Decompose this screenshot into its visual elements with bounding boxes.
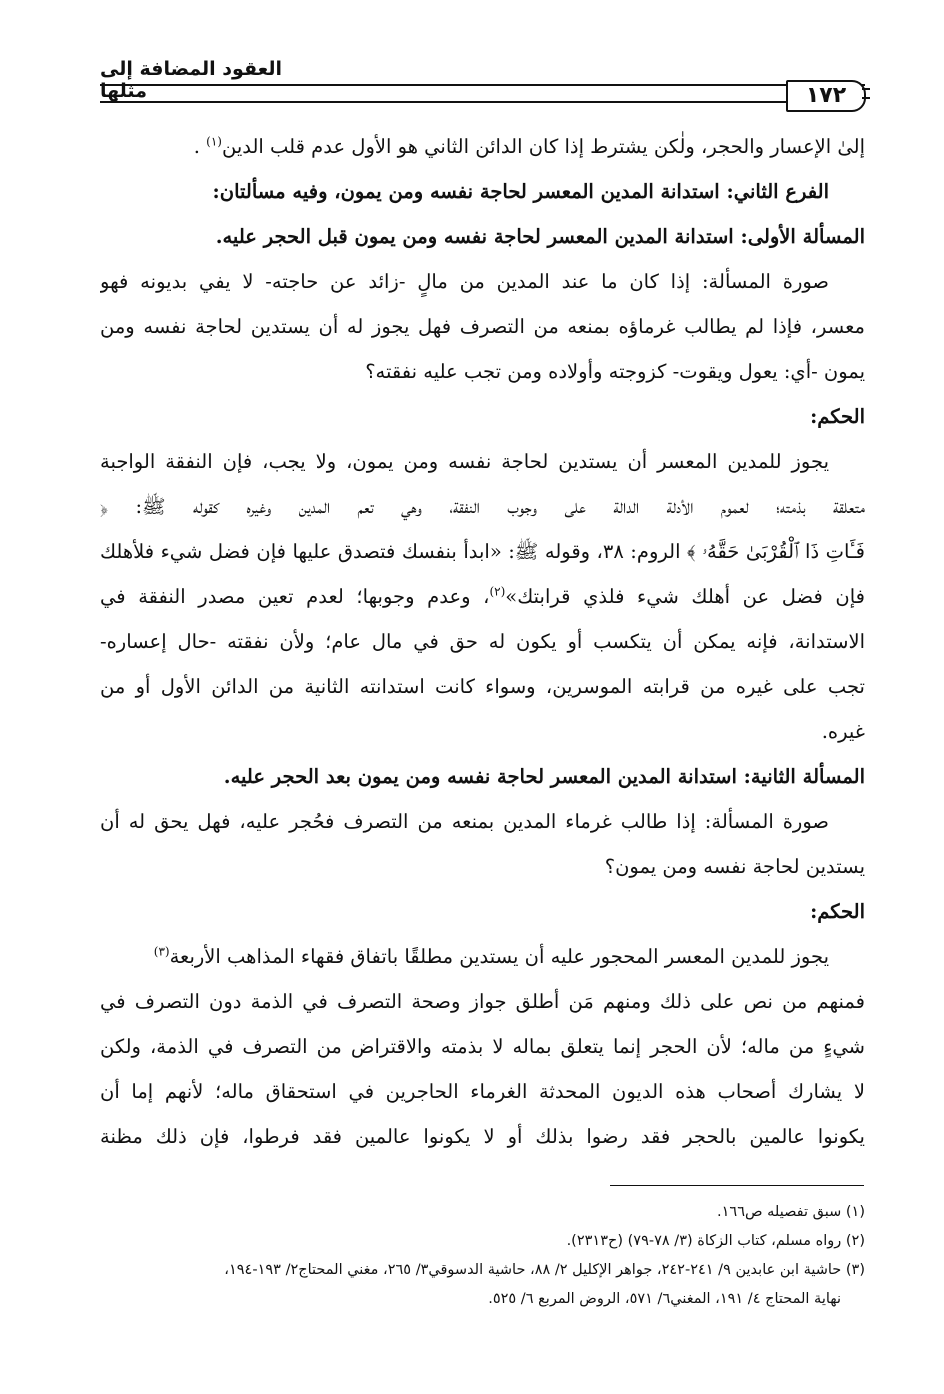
text-line: يكونوا عالمين بالحجر فقد رضوا بذلك أو لا يكونوا عالمين فقد فرطوا، فإن ذلك مظنة	[100, 1125, 865, 1148]
text-line: لا يشارك أصحاب هذه الديون المحدثة الغرماء الحاجرين في استحقاق ماله؛ لأنهم إما أن	[100, 1080, 865, 1103]
text-line-content: فإن فضل عن أهلك شيء فلذي قرابتك»	[505, 585, 865, 608]
header-rule-bottom	[100, 101, 786, 103]
text-line: متعلقة بذمته؛ لعموم الأدلة الدالة على وجوب النفقة، وهي تعم المدين وغيره كقوله ﷺ: ﴿	[100, 495, 865, 518]
text-line	[100, 574, 865, 619]
text-line: يمون -أي: يعول ويقوت- كزوجته وأولاده ومن تجب عليه نفقته؟	[365, 360, 865, 383]
text-line-content: إلىٰ الإعسار والحجر، ولٰكن يشترط إذا كان الدائن الثاني هو الأول عدم قلب الدين	[221, 135, 865, 158]
question-heading: المسألة الثانية: استدانة المدين المعسر لحاجة نفسه ومن يمون بعد الحجر عليه.	[223, 765, 865, 788]
text-line	[100, 934, 865, 979]
question-heading: المسألة الأولى: استدانة المدين المعسر لحاجة نفسه ومن يمون قبل الحجر عليه.	[215, 225, 865, 248]
text-line: فمنهم من نص على ذلك ومنهم مَن أطلق جواز وصحة التصرف في الذمة دون التصرف في	[100, 990, 865, 1013]
text-line: صورة المسألة: إذا كان ما عند المدين من مالٍ -زائد عن حاجته- لا يفي بديونه فهو	[100, 270, 829, 293]
text-line: شيءٍ من ماله؛ لأن الحجر إنما يتعلق بماله لا بذمته والاقتراض من التصرف في الذمة، ولكن	[100, 1035, 865, 1058]
page-number-tick	[862, 97, 870, 99]
ruling-heading: الحكم:	[810, 900, 865, 923]
text-line: غيره.	[821, 720, 865, 743]
footnote: (٣) حاشية ابن عابدين ٩/ ٢٤١-٢٤٢، جواهر الإكليل ٢/ ٨٨، حاشية الدسوقي٣/ ٢٦٥، مغني المحتاج٢/ ١٩٣-١٩٤،	[224, 1262, 865, 1278]
text-line: معسر، فإذا لم يطالب غرماؤه بمنعه من التصرف فهل يجوز له أن يستدين لحاجة نفسه ومن	[100, 315, 865, 338]
header-rule-top	[100, 84, 865, 86]
text-line-content: ، وعدم وجوبها؛ لعدم تعين مصدر النفقة في	[100, 585, 490, 608]
footnote: (٢) رواه مسلم، كتاب الزكاة (٣/ ٧٨-٧٩) (ح٢٣١٣).	[566, 1233, 865, 1249]
footnote-continuation: نهاية المحتاج ٤/ ١٩١، المغني٦/ ٥٧١، الروض المربع ٦/ ٥٢٥.	[488, 1291, 841, 1307]
section-heading: الفرع الثاني: استدانة المدين المعسر لحاجة نفسه ومن يمون، وفيه مسألتان:	[212, 180, 829, 203]
page-number: ١٧٢	[786, 80, 866, 112]
ruling-heading: الحكم:	[810, 405, 865, 428]
footnote: (١) سبق تفصيله ص١٦٦.	[717, 1204, 865, 1220]
text-line: الاستدانة، فإنه يمكن أن يتكسب أو يكون له حق في مال عام؛ ولأن نفقته -حال إعساره-	[100, 630, 865, 653]
text-line: يجوز للمدين المعسر أن يستدين لحاجة نفسه ومن يمون، ولا يجب، فإن النفقة الواجبة	[100, 450, 829, 473]
footnote-separator	[610, 1185, 864, 1186]
footnote-ref: (٢)	[489, 584, 506, 599]
footnote-ref: (١)	[206, 134, 222, 149]
text-line: فَـَٔاتِ ذَا ٱلْقُرْبَىٰ حَقَّهُۥ ﴾ الروم: ٣٨، وقوله ﷺ: «ابدأ بنفسك فتصدق عليها فإن فضل شيء فلأهلك	[100, 540, 865, 563]
page-number-tick	[862, 88, 870, 90]
text-line-content: يجوز للمدين المعسر المحجور عليه أن يستدين مطلقًا باتفاق فقهاء المذاهب الأربعة	[169, 945, 829, 968]
running-header-title: العقود المضافة إلى مثلها	[100, 58, 283, 102]
text-line: يستدين لحاجة نفسه ومن يمون؟	[604, 855, 865, 878]
footnotes	[100, 1198, 865, 1314]
text-line	[100, 124, 865, 169]
footnote-ref: (٣)	[153, 944, 170, 959]
sentence-end: .	[193, 135, 200, 158]
text-line: تجب على غيره من قرابته الموسرين، وسواء كانت استدانته الثانية من الدائن الأول أو من	[100, 675, 865, 698]
main-text	[100, 124, 865, 1159]
text-line: صورة المسألة: إذا طالب غرماء المدين بمنعه من التصرف فحُجر عليه، فهل يحق له أن	[100, 810, 829, 833]
